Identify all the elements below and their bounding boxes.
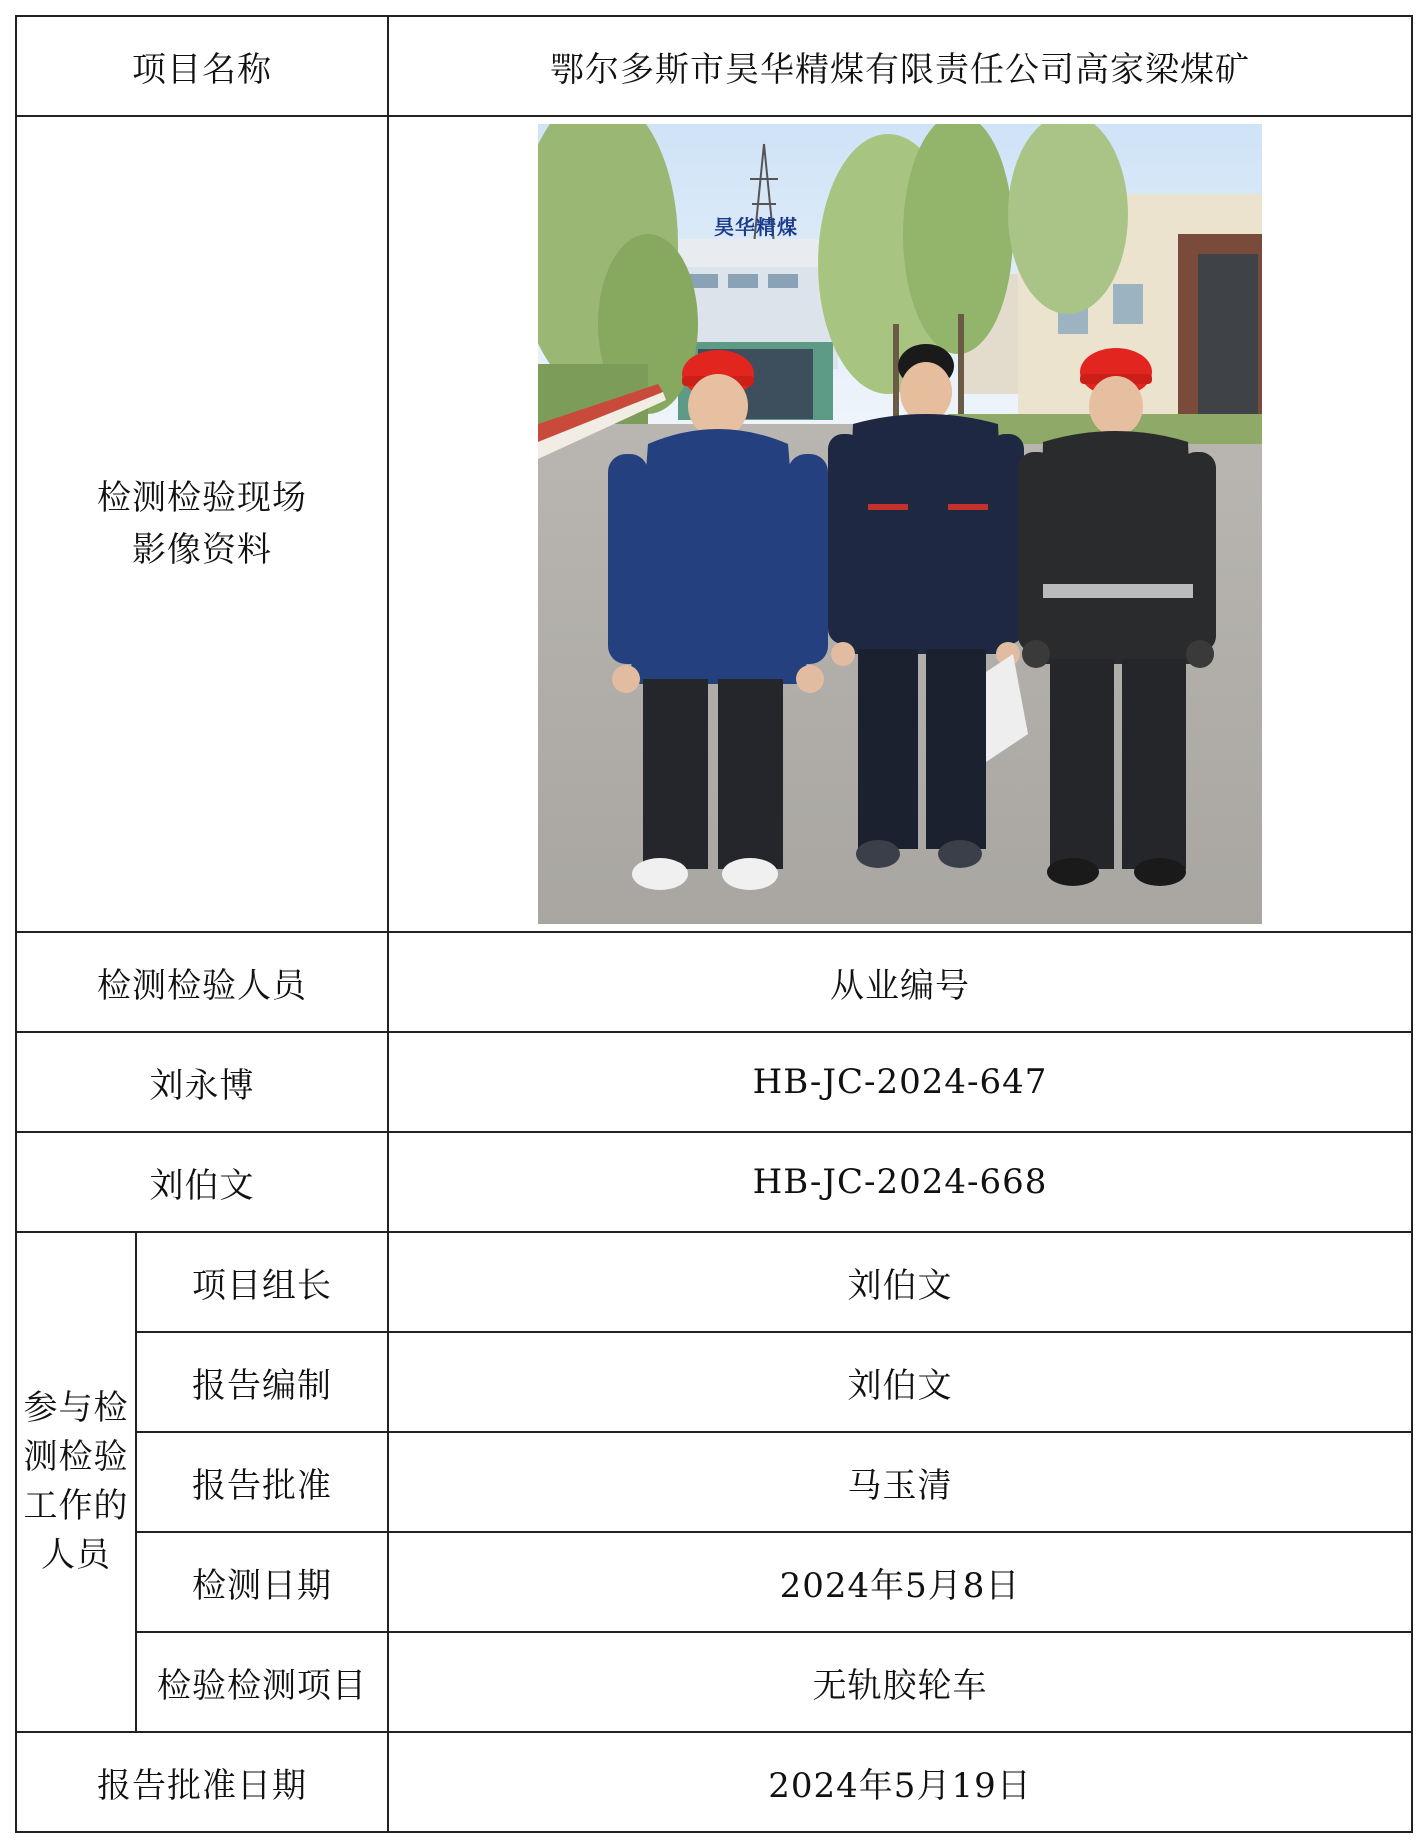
site-photo-cell xyxy=(388,116,1412,932)
inspector-row xyxy=(16,1032,1412,1132)
approval-date-label: 报告批准日期 xyxy=(16,1732,388,1832)
project-label: 项目名称 xyxy=(16,16,388,116)
inspector-name: 刘伯文 xyxy=(16,1132,388,1232)
site-photo-label xyxy=(16,116,388,932)
participant-value: 2024年5月8日 xyxy=(388,1532,1412,1632)
participant-value: 刘伯文 xyxy=(388,1332,1412,1432)
participant-row xyxy=(16,1432,1412,1532)
participant-row xyxy=(16,1532,1412,1632)
participant-role: 报告编制 xyxy=(136,1332,388,1432)
participant-role: 检验检测项目 xyxy=(136,1632,388,1732)
participants-group-label: 参与检测检验工作的人员 xyxy=(16,1232,136,1732)
building-sign: 昊华精煤 xyxy=(714,215,798,239)
participant-row xyxy=(16,1632,1412,1732)
site-photo-label-line1: 检测检验现场 xyxy=(97,478,307,518)
participant-role: 检测日期 xyxy=(136,1532,388,1632)
inspector-name: 刘永博 xyxy=(16,1032,388,1132)
participant-value: 无轨胶轮车 xyxy=(388,1632,1412,1732)
participant-role: 项目组长 xyxy=(136,1232,388,1332)
participant-row xyxy=(16,1232,1412,1332)
personnel-header-left: 检测检验人员 xyxy=(16,932,388,1032)
approval-date-row xyxy=(16,1732,1412,1832)
site-photo-label-line2: 影像资料 xyxy=(132,530,272,570)
inspection-record-table xyxy=(15,15,1413,1833)
personnel-header-right: 从业编号 xyxy=(388,932,1412,1032)
approval-date-value: 2024年5月19日 xyxy=(388,1732,1412,1832)
project-row xyxy=(16,16,1412,116)
inspector-id: HB-JC-2024-647 xyxy=(388,1032,1412,1132)
inspector-id: HB-JC-2024-668 xyxy=(388,1132,1412,1232)
project-value: 鄂尔多斯市昊华精煤有限责任公司高家梁煤矿 xyxy=(388,16,1412,116)
personnel-header-row xyxy=(16,932,1412,1032)
participant-value: 马玉清 xyxy=(388,1432,1412,1532)
participant-value: 刘伯文 xyxy=(388,1232,1412,1332)
site-photo xyxy=(538,124,1262,924)
participant-row xyxy=(16,1332,1412,1432)
participant-role: 报告批准 xyxy=(136,1432,388,1532)
site-photo-row xyxy=(16,116,1412,932)
inspector-row xyxy=(16,1132,1412,1232)
